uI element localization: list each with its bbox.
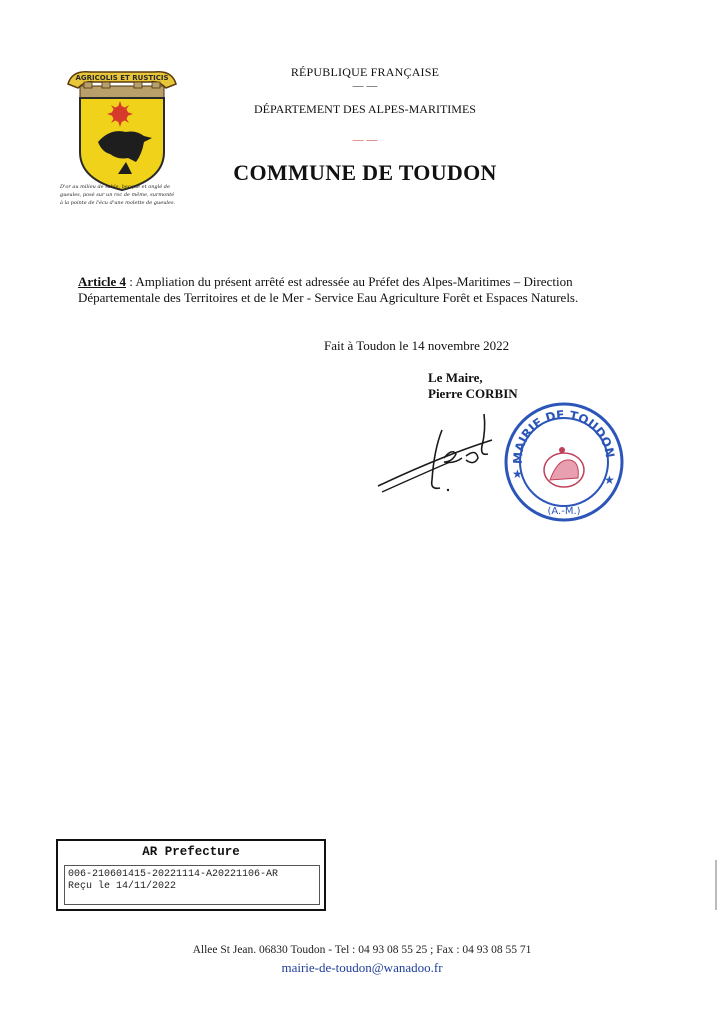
republic-heading: RÉPUBLIQUE FRANÇAISE [290, 65, 440, 79]
official-stamp [500, 398, 628, 526]
ar-prefecture-box [56, 839, 326, 911]
department-heading: DÉPARTEMENT DES ALPES-MARITIMES [254, 102, 476, 116]
footer-address: Allee St Jean. 06830 Toudon - Tel : 04 93 08 55 25 ; Fax : 04 93 08 55 71 [192, 944, 532, 956]
ar-received-date: Reçu le 14/11/2022 [68, 881, 177, 892]
ar-details [64, 865, 320, 905]
crest-description: D'or au milieu de sable, becqué et onglé de gueules, posé sur un roc de même, surmonté à la pointe de l'écu d'une molette de gueules. [60, 184, 176, 206]
place-date: Fait à Toudon le 14 novembre 2022 [324, 338, 510, 353]
separator-dash-red: — — [352, 134, 378, 146]
commune-title: COMMUNE DE TOUDON [233, 160, 497, 185]
ar-reference: 006-210601415-20221114-A20221106-AR [68, 869, 279, 880]
mayor-title: Le Maire, [428, 370, 483, 385]
scan-edge-mark [715, 860, 717, 910]
svg-text:★: ★ [604, 473, 615, 487]
ar-title: AR Prefecture [142, 845, 240, 859]
mayor-name: Pierre CORBIN [428, 386, 518, 401]
svg-text:★: ★ [512, 467, 523, 481]
stamp-text-bottom: (A.-M.) [547, 506, 581, 517]
article-paragraph [78, 274, 658, 306]
article-title: Article 4 [78, 274, 127, 289]
article-body: : Ampliation du présent arrêté est adressée au Préfet des Alpes-Maritimes – Direction Départementale des Territoires et de le Mer - Service Eau Agriculture Forêt et Espaces Naturels. [78, 274, 579, 305]
footer-email[interactable]: mairie-de-toudon@wanadoo.fr [281, 960, 443, 975]
stamp-text-top: MAIRIE DE TOUDON [510, 407, 618, 465]
svg-text:AGRICOLIS ET RUSTICIS: AGRICOLIS ET RUSTICIS [75, 74, 169, 82]
separator-dash: — — [352, 80, 378, 92]
